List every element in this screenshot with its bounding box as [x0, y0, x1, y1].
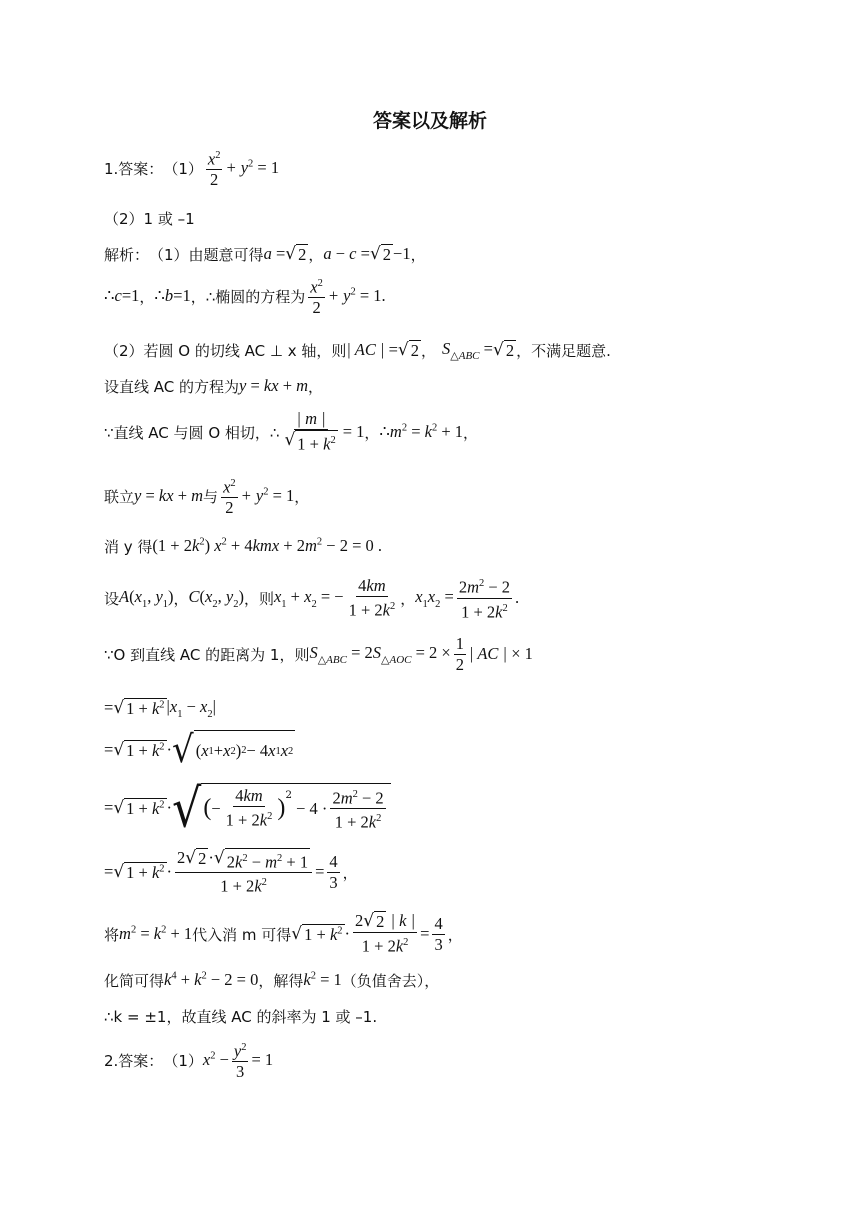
q1-analysis-line: 解析： （1）由题意可得 a = √ 2 ， a − c = √ 2 −1 ，	[104, 243, 426, 264]
q1-tangent-line: ∵直线 AC 与圆 O 相切，∴ | m | √ $1 + k^2$ = 1 ， ∴ $m^2 = k^2 + 1$ ，	[104, 409, 479, 454]
q1-conclusion: ∴k = ±1，故直线 AC 的斜率为 1 或 –1.	[104, 1007, 378, 1026]
q1-set-line: 设直线 AC 的方程为 y = kx + m ，	[104, 376, 324, 396]
q1-step-1: = √ $1 + k^2$ $|x_1 - x_2|$	[104, 696, 216, 721]
q2-answer-line: 2.答案： （1） $x^2$ − $\frac{y^2}{3}$ = 1	[104, 1048, 273, 1072]
q1-vieta-line: 设 $A(x_1$, $y_1$) ， $C(x_2$, $y_2$) ，则 $x_1 + x_2$ = − $\frac{4km}{1 + 2k^2}$ ， $x_1x_2$ = $\frac{2m^2 - 2}{1 + 2k^2}$ .	[104, 575, 520, 621]
page-title: 答案以及解析	[372, 110, 487, 132]
q1-step-2: = √ $1 + k^2$ · √ ( x $_1$ + x $_2$ ) 2 − 4 x $_1$ x $_2$	[104, 728, 294, 772]
q1-answer-line: 1.答案： （1） $\frac{x^2}{2}$ + $y^2 = 1$	[104, 156, 279, 180]
q1-step-4: = √ $1 + k^2$ · 2 √ 2 · √ $2k^2 - m^2 + 1$ $1 + 2k^2$ = $\frac{4}{3}$ ，	[104, 847, 358, 896]
q1-step-3: = √ $1 + k^2$ · √ ( − $\frac{4km}{1 + 2k^2}$ ) $^2$ − 4 · $\frac{2m^2 - 2}{1 + 2k^2}$	[104, 796, 391, 820]
q1-area-line: ∵O 到直线 AC 的距离为 1，则 $S_{\triangle ABC} = 2S_{\triangle AOC} = 2$ × $\frac{1}{2}$ | AC | × 1	[104, 633, 533, 674]
q1-simplify-line: 化简可得 $k^4 + k^2 - 2 = 0$ ，解得 $k^2 = 1$ （负值舍去），	[104, 970, 440, 990]
q1-part2-intro: （2）若圆 O 的切线 AC ⊥ x 轴，则 | AC | = √ 2 ， $S_{\triangle ABC}$ = √ 2 ，不满足题意.	[104, 338, 611, 363]
q1-substitute-line: 将 $m^2 = k^2 + 1$ 代入消 m 可得 √ $1 + k^2$ · 2 √ 2 | k | $1 + 2k^2$ = $\frac{4}{3}$ ，	[104, 911, 463, 956]
q1-ellipse-line: ∴ c =1 ， ∴ b =1 ， ∴椭圆的方程为 $\frac{x^2}{2}$ + $y^2 = 1$.	[104, 284, 386, 308]
q1-part2-answer: （2）1 或 –1	[104, 209, 195, 228]
q1-quadratic-line: 消 y 得 $(1 + 2k^2)$ $x^2 + 4kmx + 2m^2 - 2 = 0$ .	[104, 536, 383, 556]
q1-combine-line: 联立 y = kx + m 与 $\frac{x^2}{2}$ + $y^2 = 1$ ，	[104, 484, 309, 508]
